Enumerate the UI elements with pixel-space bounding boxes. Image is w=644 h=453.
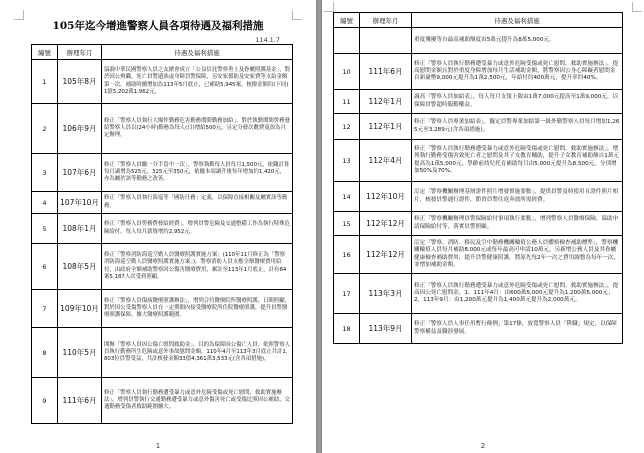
row-date: 112年4月 [360, 140, 412, 182]
row-measure-text: 修正「警察人員繳一分手當中一次」，警察執勤每人員每月1,500元，依職計算每月調增為525元、325元至350元，依據本項調升後每年增加約1,420元，亦為屬於該等勤務之改善。 [102, 154, 293, 192]
table-row [334, 140, 623, 182]
header-measure: 待遇及福利措施 [102, 45, 293, 60]
row-number: 6 [32, 244, 58, 290]
table-row [334, 182, 623, 212]
page-number: 1 [155, 442, 161, 450]
row-measure-text: 重度殘廢等自最高補助額度由5萬元提升為8萬5,000元。 [412, 28, 623, 54]
table-row [334, 28, 623, 54]
row-measure-text: 協調中華民國警察人員之友總會成立「公益信託警察勇士及眷屬照護基金」，對於因公殉職、死亡員警遺族或身障員警保障，另安家援助及安家費等支給金額第一次，補助時續增加為113年5月底止，已補助5,945案，核撥金額約(下同)1億5,202萬1,962元。 [102, 60, 293, 104]
document-page-2 [322, 0, 644, 453]
row-date: 106年9月 [58, 104, 102, 154]
row-date: 112年1月 [360, 90, 412, 114]
row-measure-text: 修正「警察人員執行勤務遭受暴力或意外危險受傷或死亡慰問、救助實施辦法」，提高慰問金額且對於重度身障增加每月生活補助金額，將警察因公身心障礙者慰問金自新臺幣9,000元提升為1萬2,500元，年給付約400萬元，提升率約40%。 [412, 54, 623, 90]
row-measure-text: 修正「警察人員專業加給表」，擬定員警專業加給第一級外勤警察人員每月增加1,265元至3,289元(含各項措施)。 [412, 114, 623, 140]
table-row [334, 212, 623, 236]
row-measure-text: 修正「警察人員執行海巡等「國防任務」定義，以保障直接相關及屬實該等勤務。 [102, 192, 293, 214]
row-number: 12 [334, 114, 360, 140]
table-row [32, 378, 293, 424]
row-date [360, 28, 412, 54]
page-number: 2 [480, 442, 486, 450]
row-measure-text: 修正「警察人員執行勤務遭受暴力或意外危險受傷或死亡慰問、救助實施辦法」，增列執行勤務受傷害致死亡者之慰問及其子女教育輔助，提升子女教育補助額自1萬元提高為1萬5,000元，學齡前幼兒托育補助每月由5,000元提升為8,500元，分別增加50%及70%。 [412, 140, 623, 182]
row-measure-text: 開辦「警察人員因公傷亡慰問救助金」，目的為保障因公傷亡人員，依照警察人員執行勤務所生危險或意外事故慰問金額，110年4月至113年3月底止共計1,803位員警受益，共計核發金額33億4,361萬3,533元(含各項措施)。 [102, 328, 293, 378]
table-row [32, 60, 293, 104]
table-row [32, 290, 293, 328]
row-number: 1 [32, 60, 58, 104]
table-row [32, 154, 293, 192]
table-body [334, 28, 623, 344]
row-measure-text: 修正「警察人員執行大爆炸勤務危害勤務期間勤務加給」，對於執勤期間勞務發給警察人員以(24小時)勤務為每人(日)增給500元，另定分發次數費更改為月定辦理。 [102, 104, 293, 154]
table-header-row [334, 13, 623, 28]
table-row [32, 244, 293, 290]
row-number: 7 [32, 290, 58, 328]
row-measure-text: 調高「警察人員加給表」，每人每月支領上限由1萬7,000元提高至1萬9,000元，以保障員警超時服勤權益。 [412, 90, 623, 114]
row-number: 11 [334, 90, 360, 114]
row-date: 113年3月 [360, 274, 412, 314]
row-date: 113年9月 [360, 314, 412, 344]
crop-mark [324, 2, 334, 12]
table-header-row [32, 45, 293, 60]
table-row [32, 104, 293, 154]
row-number: 4 [32, 192, 58, 214]
row-date: 107年6月 [58, 154, 102, 192]
table-row [334, 274, 623, 314]
row-date: 111年6月 [360, 54, 412, 90]
row-date: 112年12月 [360, 236, 412, 274]
measures-table-page-1 [31, 44, 293, 424]
row-date: 108年5月 [58, 244, 102, 290]
row-measure-text: 修正「警察人員傷病醫療照護辦法」，增列合約醫療院所醫療照護、日間照顧，對於因公受傷警察人員在一定期間內接受醫療院所住院醫療照護，提升員警醫療照護保障，擴大醫療照護範圍。 [102, 290, 293, 328]
header-year: 辦理年月 [58, 45, 102, 60]
header-seq: 編號 [32, 45, 58, 60]
row-date: 112年10月 [360, 182, 412, 212]
row-number: 16 [334, 236, 360, 274]
row-date: 107年10月 [58, 192, 102, 214]
row-date: 109年10月 [58, 290, 102, 328]
row-number: 9 [32, 378, 58, 424]
header-seq: 編號 [334, 13, 360, 28]
row-number: 18 [334, 314, 360, 344]
row-date: 112年12月 [360, 212, 412, 236]
row-number: 10 [334, 54, 360, 90]
row-date: 105年8月 [58, 60, 102, 104]
table-row [32, 214, 293, 244]
row-measure-text: 修正「警察人員人事任用暫行條例」第17條，放寬警察人員「陞職」規定，以保障警察權益及職涯發展。 [412, 314, 623, 344]
row-measure-text: 訂定「警察、消防、移民及空中勤務機關輪值公務人員體格檢查補助標準」，警察機關輪值人員每月補助8,000元或每年最高可申請10萬元，另新增公務人員及其眷屬健康檢查補助費用，提升員警健康照護，將原先每2年一次之費用調整為每年一次，並增加補助金額。 [412, 236, 623, 274]
table-body [32, 60, 293, 424]
row-number: 17 [334, 274, 360, 314]
measures-table-page-2 [333, 12, 623, 344]
document-date: 114.1.7 [255, 36, 280, 44]
row-measure-text: 修正「警察人員勞務費發給經費」，增列員警危險及交通整備工作為執行特殊危險給付，每人每月薪資增約2,952元。 [102, 214, 293, 244]
row-measure-text: 修正「警察機關辦理員警保險給付事項執行要點」，增列警察人員醫療保險、協助申請保險給付等，落實員警照顧。 [412, 212, 623, 236]
table-row [334, 54, 623, 90]
row-number: 8 [32, 328, 58, 378]
table-row [334, 114, 623, 140]
header-year: 辦理年月 [360, 13, 412, 28]
row-number: 2 [32, 104, 58, 154]
row-date: 110年5月 [58, 328, 102, 378]
table-row [32, 328, 293, 378]
row-number: 3 [32, 154, 58, 192]
table-row [334, 236, 623, 274]
row-measure-text: 修正「警察人員執行勤務遭受暴力或意外危險受傷或死亡慰問、救助實施辦法」，增列員警執行交通勤務遭受暴力或意外傷害死亡或受傷比照因公補助，交通勤務受傷者救助範圍擴大。 [102, 378, 293, 424]
table-row [334, 314, 623, 344]
header-measure: 待遇及福利措施 [412, 13, 623, 28]
row-number: 14 [334, 182, 360, 212]
row-date: 112年1月 [360, 114, 412, 140]
table-row [334, 90, 623, 114]
crop-mark [632, 2, 642, 12]
row-date: 111年6月 [58, 378, 102, 424]
document-title: 105年迄今增進警察人員各項待遇及福利措施 [52, 20, 264, 32]
document-page-1 [0, 0, 316, 453]
row-measure-text: 訂定「警察機關辦理基層證件照片增發實施要點」，提供員警及時使用且證件照片相片，核發員警通行證件，節省員警往返奔波所需經費。 [412, 182, 623, 212]
table-row [32, 192, 293, 214]
row-number: 5 [32, 214, 58, 244]
row-date: 108年1月 [58, 214, 102, 244]
row-number [334, 28, 360, 54]
row-measure-text: 修正「警察消防海巡空勤人員醫療照護實施方案」(110年11月修正為「警察消防海巡空勤人員醫療照護實施方案」)，警察消防人員支應全額醫療費用給付，由政府全額補助警察因公傷害醫療費用，累計至113年1月底止，計有64案5,187人次受到照顧。 [102, 244, 293, 290]
row-number: 13 [334, 140, 360, 182]
row-measure-text: 修正「警察人員執行勤務遭受暴力或意外危險受傷或死亡慰問、救助實施辦法」，提高因公死亡慰問金，1、111年4月：由600萬5,000元提升為1,200萬5,000元；2、113年9月：由1,200萬元提升為1,400萬元提升為2,000萬元。 [412, 274, 623, 314]
row-number: 15 [334, 212, 360, 236]
